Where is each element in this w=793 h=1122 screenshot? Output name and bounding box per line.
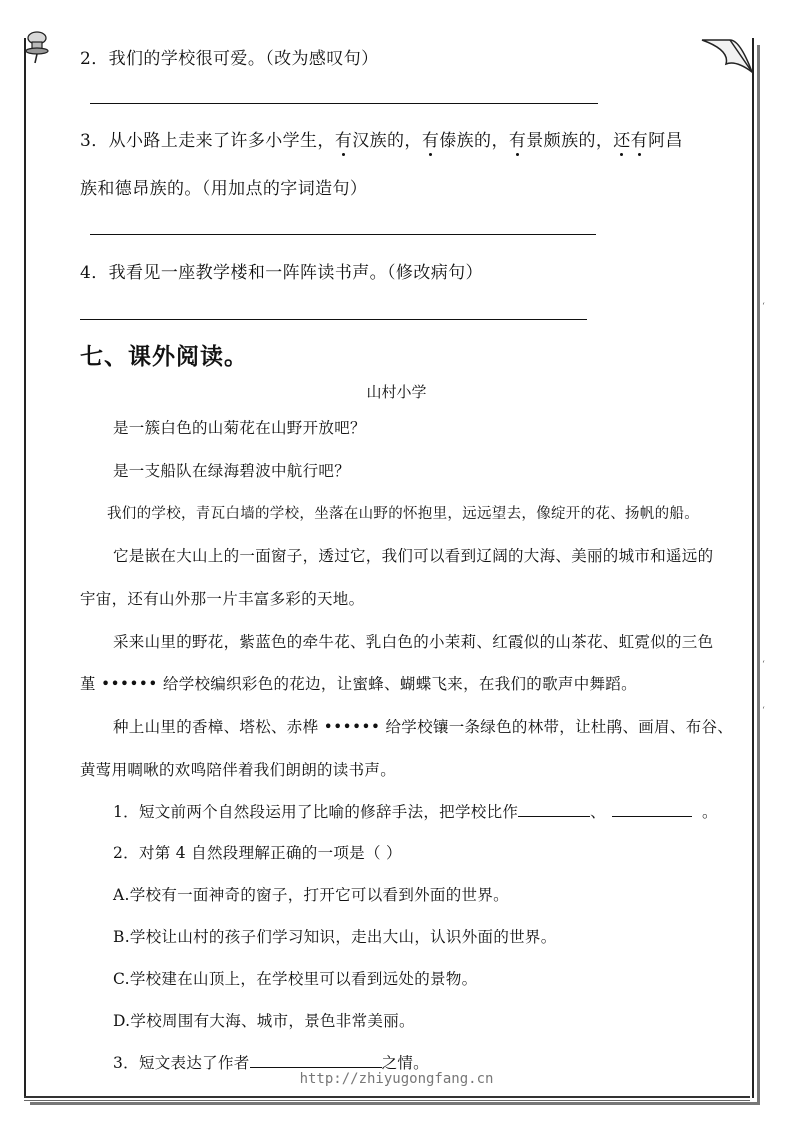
article-paragraph-6-line1: 种上山里的香樟、塔松、赤桦 •••••• 给学校镶一条绿色的林带，让杜鹃、画眉、布谷、 [113, 718, 734, 736]
reading-question-2: 2．对第 4 自然段理解正确的一项是（ ） [113, 844, 402, 862]
q3-line2-text: 族和德昂族的。（用加点的字词造句） [80, 179, 368, 199]
rq1-blank-1[interactable] [518, 800, 590, 817]
option-c[interactable]: C.学校建在山顶上，在学校里可以看到远处的景物。 [113, 970, 478, 988]
rq1-separator: 、 [590, 803, 606, 821]
scan-speck: ‘ [762, 660, 765, 670]
article-paragraph-4-line1: 它是嵌在大山上的一面窗子，透过它，我们可以看到辽阔的大海、美丽的城市和遥远的 [113, 547, 714, 565]
option-b[interactable]: B.学校让山村的孩子们学习知识，走出大山，认识外面的世界。 [113, 928, 557, 946]
q3-part: 汉族的， [352, 131, 422, 151]
q2-number: 2． [80, 49, 109, 69]
rq1-text: 1．短文前两个自然段运用了比喻的修辞手法，把学校比作 [113, 803, 519, 821]
article-title: 山村小学 [366, 383, 427, 401]
pushpin-icon [24, 30, 50, 64]
article-paragraph-2: 是一支船队在绿海碧波中航行吧？ [113, 462, 351, 480]
scan-speck: ‘ [762, 302, 765, 312]
section-title: 七、课外阅读。 [80, 343, 248, 370]
sentence-q4 [80, 258, 483, 283]
bottom-rule-inner [24, 1100, 750, 1101]
q3-dotted-word: 有 [335, 126, 352, 151]
q4-answer-line[interactable] [80, 319, 587, 320]
q4-number: 4． [80, 263, 109, 283]
sentence-q3-line2 [80, 174, 367, 199]
option-d[interactable]: D.学校周围有大海、城市，景色非常美丽。 [113, 1012, 415, 1030]
reading-question-3 [113, 1051, 429, 1073]
sentence-q2 [80, 44, 379, 69]
scan-speck: ‘ [762, 706, 765, 716]
article-paragraph-1: 是一簇白色的山菊花在山野开放吧？ [113, 419, 366, 437]
rq3-suffix: 之情。 [381, 1054, 429, 1072]
q3-number: 3． [80, 131, 109, 151]
q4-text: 我看见一座教学楼和一阵阵读书声。（修改病句） [108, 263, 483, 283]
article-paragraph-4-line2: 宇宙，还有山外那一片丰富多彩的天地。 [80, 590, 365, 608]
q3-dotted-word: 有 [509, 126, 526, 151]
reading-question-1 [113, 800, 718, 822]
rq3-blank[interactable] [250, 1051, 382, 1068]
q3-part: 阿昌 [648, 131, 683, 151]
rq1-blank-2[interactable] [612, 800, 692, 817]
article-paragraph-5-line2: 堇 •••••• 给学校编织彩色的花边，让蜜蜂、蝴蝶飞来，在我们的歌声中舞蹈。 [80, 675, 637, 693]
q3-dotted-word: 还有 [613, 131, 648, 151]
rq1-end: 。 [701, 803, 718, 821]
q3-part: 傣族的， [439, 131, 509, 151]
article-paragraph-5-line1: 采来山里的野花，紫蓝色的牵牛花、乳白色的小茉莉、红霞似的山茶花、虹霓似的三色 [113, 633, 714, 651]
q2-text: 我们的学校很可爱。（改为感叹句） [108, 49, 379, 69]
q3-answer-line[interactable] [90, 234, 596, 235]
rq3-text: 3．短文表达了作者 [113, 1054, 250, 1072]
q2-answer-line[interactable] [90, 103, 598, 104]
q3-part: 从小路上走来了许多小学生， [108, 131, 335, 151]
option-a[interactable]: A.学校有一面神奇的窗子，打开它可以看到外面的世界。 [113, 886, 509, 904]
sentence-q3-line1 [80, 126, 683, 151]
bottom-rule [24, 1096, 750, 1098]
article-paragraph-3: 我们的学校，青瓦白墙的学校，坐落在山野的怀抱里，远远望去，像绽开的花、扬帆的船。 [107, 506, 699, 522]
q3-part: 景颇族的， [526, 131, 614, 151]
footer-url[interactable]: http://zhiyugongfang.cn [299, 1071, 494, 1087]
article-paragraph-6-line2: 黄莺用啁啾的欢鸣陪伴着我们朗朗的读书声。 [80, 761, 397, 779]
page-fold-icon [700, 38, 754, 74]
q3-dotted-word: 有 [422, 126, 439, 151]
